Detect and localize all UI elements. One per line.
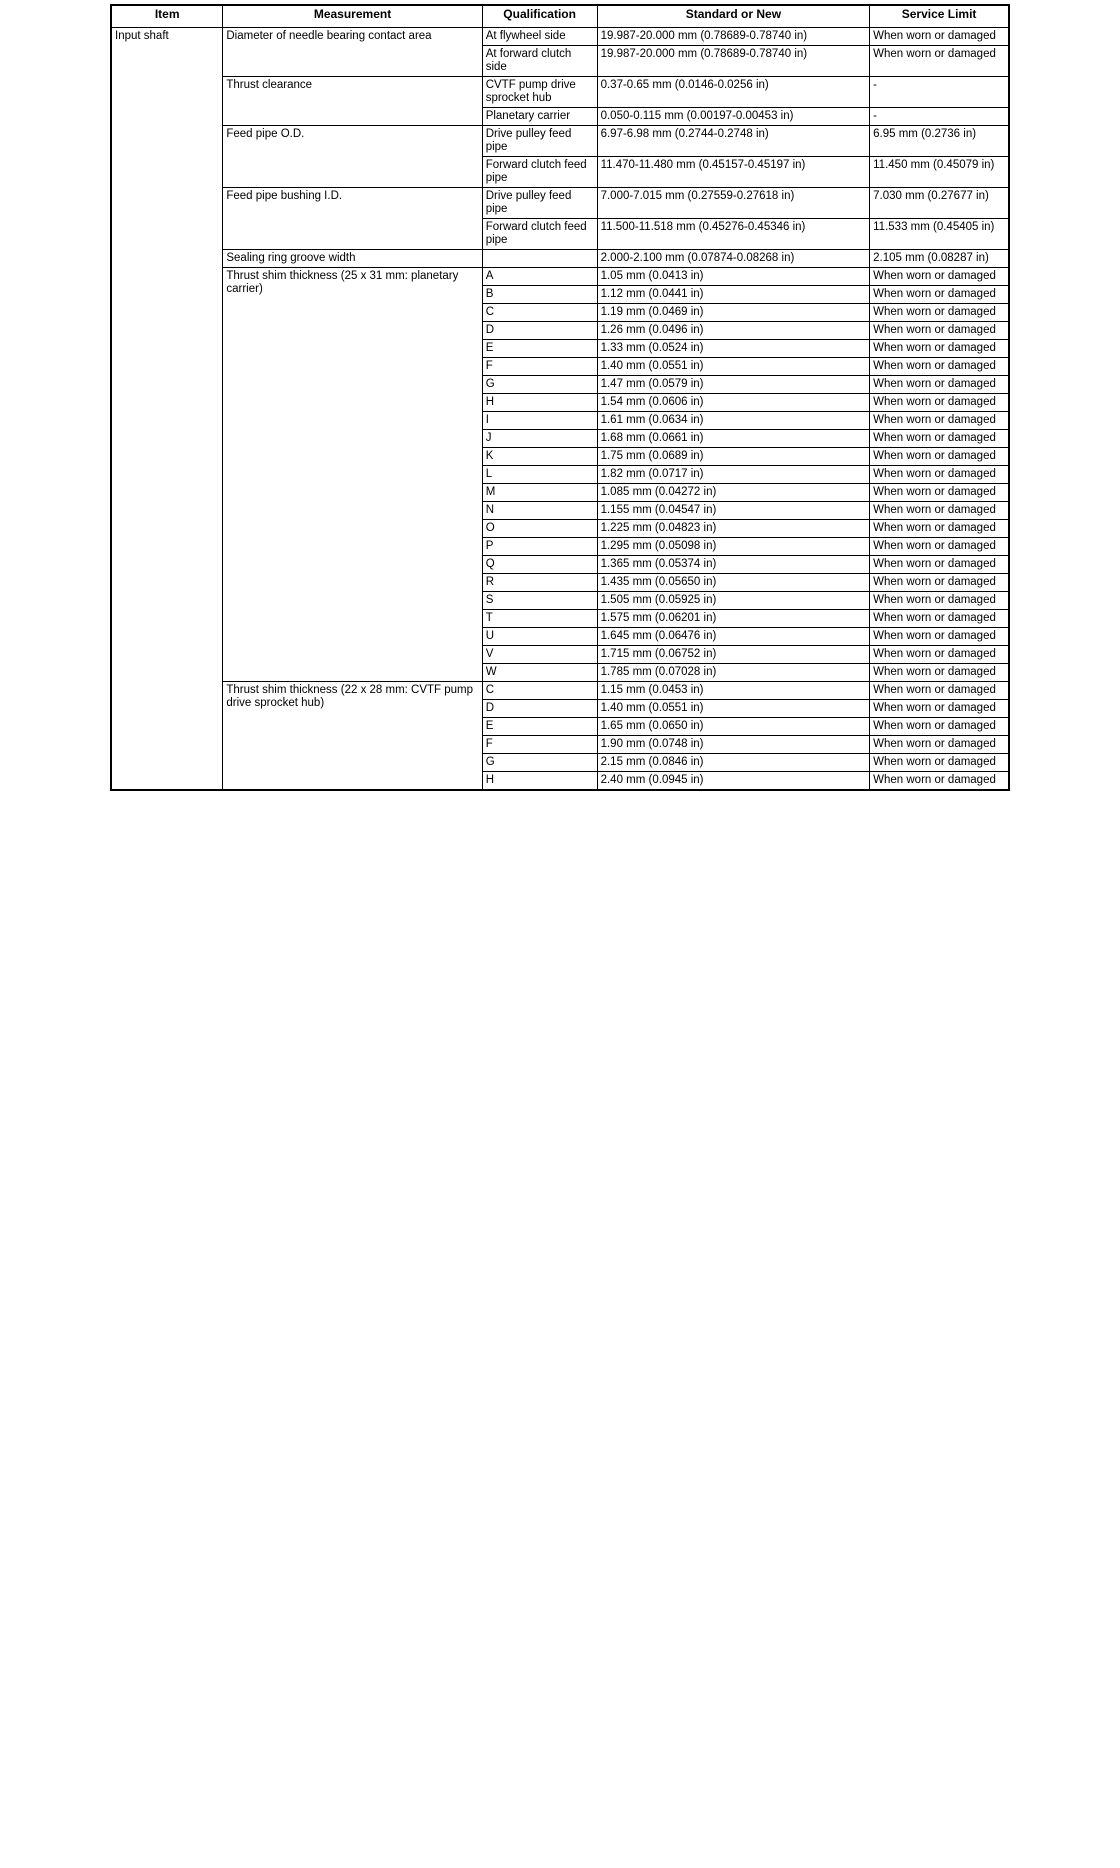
cell-service-limit: When worn or damaged xyxy=(870,592,1009,610)
cell-qualification: T xyxy=(482,610,597,628)
cell-service-limit: When worn or damaged xyxy=(870,736,1009,754)
table-header xyxy=(111,5,1009,28)
cell-qualification: P xyxy=(482,538,597,556)
cell-qualification: Drive pulley feed pipe xyxy=(482,126,597,157)
cell-standard-or-new: 1.75 mm (0.0689 in) xyxy=(597,448,870,466)
cell-service-limit: When worn or damaged xyxy=(870,772,1009,791)
cell-qualification: G xyxy=(482,376,597,394)
cell-qualification: W xyxy=(482,664,597,682)
cell-measurement: Sealing ring groove width xyxy=(223,250,482,268)
cell-standard-or-new: 1.47 mm (0.0579 in) xyxy=(597,376,870,394)
cell-standard-or-new: 1.65 mm (0.0650 in) xyxy=(597,718,870,736)
table-row xyxy=(111,682,1009,700)
cell-service-limit: When worn or damaged xyxy=(870,574,1009,592)
cell-service-limit: When worn or damaged xyxy=(870,412,1009,430)
cell-measurement: Feed pipe O.D. xyxy=(223,126,482,188)
cell-qualification: I xyxy=(482,412,597,430)
cell-standard-or-new: 1.295 mm (0.05098 in) xyxy=(597,538,870,556)
cell-qualification: F xyxy=(482,736,597,754)
cell-qualification: A xyxy=(482,268,597,286)
table-row xyxy=(111,268,1009,286)
cell-standard-or-new: 1.785 mm (0.07028 in) xyxy=(597,664,870,682)
cell-standard-or-new: 1.90 mm (0.0748 in) xyxy=(597,736,870,754)
table-row xyxy=(111,77,1009,108)
cell-service-limit: - xyxy=(870,77,1009,108)
cell-service-limit: When worn or damaged xyxy=(870,286,1009,304)
column-header-item: Item xyxy=(111,5,223,28)
table-row xyxy=(111,250,1009,268)
cell-qualification: N xyxy=(482,502,597,520)
cell-standard-or-new: 1.26 mm (0.0496 in) xyxy=(597,322,870,340)
cell-service-limit: When worn or damaged xyxy=(870,340,1009,358)
column-header-measurement: Measurement xyxy=(223,5,482,28)
cell-service-limit: When worn or damaged xyxy=(870,610,1009,628)
cell-qualification: C xyxy=(482,304,597,322)
cell-service-limit: When worn or damaged xyxy=(870,754,1009,772)
cell-service-limit: When worn or damaged xyxy=(870,628,1009,646)
cell-qualification: At forward clutch side xyxy=(482,46,597,77)
cell-standard-or-new: 0.050-0.115 mm (0.00197-0.00453 in) xyxy=(597,108,870,126)
cell-item: Input shaft xyxy=(111,28,223,791)
cell-qualification: E xyxy=(482,718,597,736)
cell-standard-or-new: 1.40 mm (0.0551 in) xyxy=(597,358,870,376)
cell-qualification: V xyxy=(482,646,597,664)
cell-standard-or-new: 2.40 mm (0.0945 in) xyxy=(597,772,870,791)
cell-standard-or-new: 1.505 mm (0.05925 in) xyxy=(597,592,870,610)
cell-qualification: B xyxy=(482,286,597,304)
cell-measurement: Diameter of needle bearing contact area xyxy=(223,28,482,77)
cell-service-limit: When worn or damaged xyxy=(870,682,1009,700)
cell-service-limit: When worn or damaged xyxy=(870,28,1009,46)
cell-service-limit: When worn or damaged xyxy=(870,430,1009,448)
cell-standard-or-new: 19.987-20.000 mm (0.78689-0.78740 in) xyxy=(597,46,870,77)
cell-qualification: Q xyxy=(482,556,597,574)
cell-service-limit: When worn or damaged xyxy=(870,268,1009,286)
cell-standard-or-new: 19.987-20.000 mm (0.78689-0.78740 in) xyxy=(597,28,870,46)
cell-service-limit: When worn or damaged xyxy=(870,376,1009,394)
cell-standard-or-new: 1.12 mm (0.0441 in) xyxy=(597,286,870,304)
cell-standard-or-new: 1.82 mm (0.0717 in) xyxy=(597,466,870,484)
cell-measurement: Thrust clearance xyxy=(223,77,482,126)
cell-standard-or-new: 1.61 mm (0.0634 in) xyxy=(597,412,870,430)
table-row xyxy=(111,188,1009,219)
cell-service-limit: 7.030 mm (0.27677 in) xyxy=(870,188,1009,219)
cell-service-limit: When worn or damaged xyxy=(870,448,1009,466)
cell-measurement: Thrust shim thickness (22 x 28 mm: CVTF pump drive sprocket hub) xyxy=(223,682,482,791)
cell-standard-or-new: 1.54 mm (0.0606 in) xyxy=(597,394,870,412)
cell-standard-or-new: 1.435 mm (0.05650 in) xyxy=(597,574,870,592)
cell-service-limit: When worn or damaged xyxy=(870,304,1009,322)
cell-service-limit: When worn or damaged xyxy=(870,556,1009,574)
cell-service-limit: When worn or damaged xyxy=(870,700,1009,718)
cell-service-limit: When worn or damaged xyxy=(870,394,1009,412)
cell-qualification: H xyxy=(482,394,597,412)
cell-qualification: U xyxy=(482,628,597,646)
cell-qualification: K xyxy=(482,448,597,466)
cell-standard-or-new: 1.365 mm (0.05374 in) xyxy=(597,556,870,574)
cell-standard-or-new: 6.97-6.98 mm (0.2744-0.2748 in) xyxy=(597,126,870,157)
cell-standard-or-new: 1.085 mm (0.04272 in) xyxy=(597,484,870,502)
cell-standard-or-new: 11.470-11.480 mm (0.45157-0.45197 in) xyxy=(597,157,870,188)
cell-service-limit: When worn or damaged xyxy=(870,646,1009,664)
cell-standard-or-new: 2.000-2.100 mm (0.07874-0.08268 in) xyxy=(597,250,870,268)
cell-qualification: R xyxy=(482,574,597,592)
cell-measurement: Thrust shim thickness (25 x 31 mm: planetary carrier) xyxy=(223,268,482,682)
cell-service-limit: When worn or damaged xyxy=(870,484,1009,502)
cell-qualification: Planetary carrier xyxy=(482,108,597,126)
cell-standard-or-new: 1.225 mm (0.04823 in) xyxy=(597,520,870,538)
cell-standard-or-new: 1.40 mm (0.0551 in) xyxy=(597,700,870,718)
cell-qualification: Forward clutch feed pipe xyxy=(482,219,597,250)
table-row xyxy=(111,126,1009,157)
header-row xyxy=(111,5,1009,28)
cell-service-limit: 2.105 mm (0.08287 in) xyxy=(870,250,1009,268)
cell-service-limit: 11.533 mm (0.45405 in) xyxy=(870,219,1009,250)
cell-service-limit: When worn or damaged xyxy=(870,358,1009,376)
cell-service-limit: When worn or damaged xyxy=(870,466,1009,484)
cell-service-limit: When worn or damaged xyxy=(870,538,1009,556)
column-header-service-limit: Service Limit xyxy=(870,5,1009,28)
specifications-table xyxy=(110,4,1010,791)
cell-standard-or-new: 1.15 mm (0.0453 in) xyxy=(597,682,870,700)
cell-standard-or-new: 1.33 mm (0.0524 in) xyxy=(597,340,870,358)
cell-standard-or-new: 1.575 mm (0.06201 in) xyxy=(597,610,870,628)
cell-qualification xyxy=(482,250,597,268)
cell-measurement: Feed pipe bushing I.D. xyxy=(223,188,482,250)
cell-standard-or-new: 2.15 mm (0.0846 in) xyxy=(597,754,870,772)
cell-service-limit: When worn or damaged xyxy=(870,664,1009,682)
cell-service-limit: When worn or damaged xyxy=(870,46,1009,77)
cell-service-limit: - xyxy=(870,108,1009,126)
cell-qualification: H xyxy=(482,772,597,791)
cell-standard-or-new: 1.645 mm (0.06476 in) xyxy=(597,628,870,646)
cell-service-limit: When worn or damaged xyxy=(870,520,1009,538)
column-header-qualification: Qualification xyxy=(482,5,597,28)
cell-qualification: D xyxy=(482,700,597,718)
table-body xyxy=(111,28,1009,791)
cell-standard-or-new: 1.19 mm (0.0469 in) xyxy=(597,304,870,322)
cell-standard-or-new: 1.715 mm (0.06752 in) xyxy=(597,646,870,664)
cell-qualification: F xyxy=(482,358,597,376)
cell-qualification: E xyxy=(482,340,597,358)
table-row xyxy=(111,28,1009,46)
cell-service-limit: 6.95 mm (0.2736 in) xyxy=(870,126,1009,157)
cell-service-limit: When worn or damaged xyxy=(870,718,1009,736)
cell-standard-or-new: 11.500-11.518 mm (0.45276-0.45346 in) xyxy=(597,219,870,250)
cell-qualification: M xyxy=(482,484,597,502)
cell-service-limit: When worn or damaged xyxy=(870,322,1009,340)
cell-service-limit: When worn or damaged xyxy=(870,502,1009,520)
cell-qualification: C xyxy=(482,682,597,700)
cell-qualification: Forward clutch feed pipe xyxy=(482,157,597,188)
cell-standard-or-new: 7.000-7.015 mm (0.27559-0.27618 in) xyxy=(597,188,870,219)
cell-qualification: O xyxy=(482,520,597,538)
cell-qualification: At flywheel side xyxy=(482,28,597,46)
cell-qualification: J xyxy=(482,430,597,448)
cell-service-limit: 11.450 mm (0.45079 in) xyxy=(870,157,1009,188)
cell-qualification: S xyxy=(482,592,597,610)
cell-qualification: L xyxy=(482,466,597,484)
cell-qualification: D xyxy=(482,322,597,340)
cell-standard-or-new: 1.68 mm (0.0661 in) xyxy=(597,430,870,448)
cell-standard-or-new: 0.37-0.65 mm (0.0146-0.0256 in) xyxy=(597,77,870,108)
cell-standard-or-new: 1.155 mm (0.04547 in) xyxy=(597,502,870,520)
cell-qualification: Drive pulley feed pipe xyxy=(482,188,597,219)
column-header-standard-or-new: Standard or New xyxy=(597,5,870,28)
cell-standard-or-new: 1.05 mm (0.0413 in) xyxy=(597,268,870,286)
cell-qualification: G xyxy=(482,754,597,772)
cell-qualification: CVTF pump drive sprocket hub xyxy=(482,77,597,108)
